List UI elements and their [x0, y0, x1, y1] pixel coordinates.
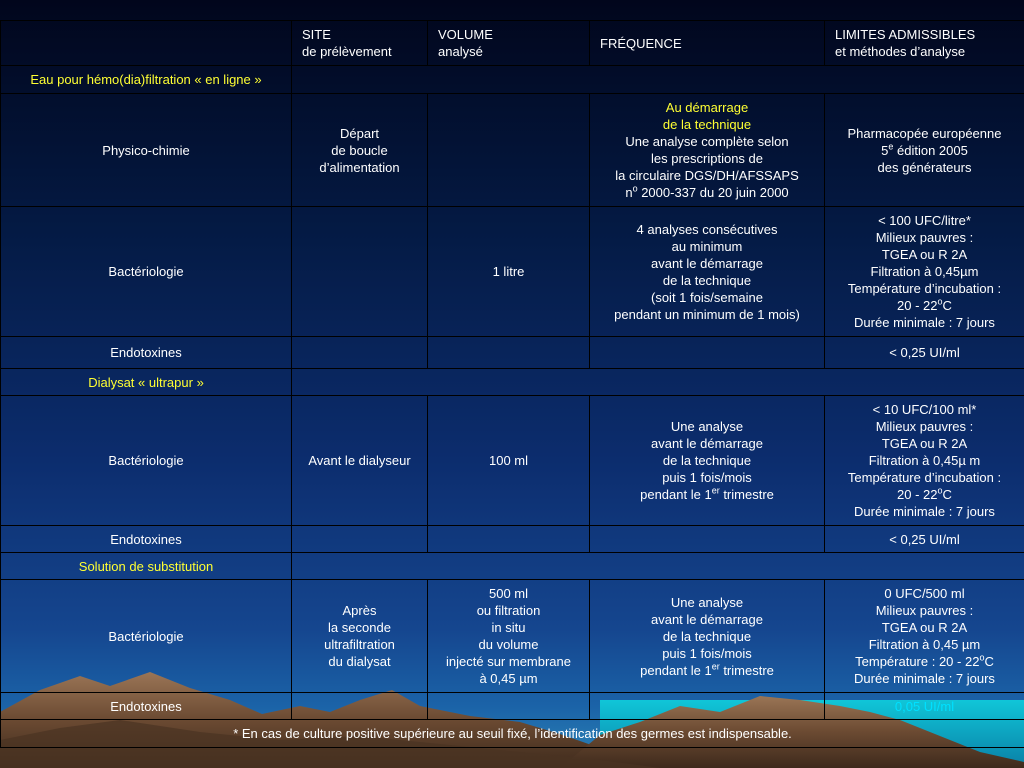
- volume-cell: [428, 693, 590, 720]
- site-line: du dialysat: [328, 654, 391, 669]
- frequency-line: de la technique: [662, 628, 752, 644]
- site-line: ultrafiltration: [324, 637, 395, 652]
- limits-line: [829, 653, 1020, 670]
- limits-line: Durée minimale : 7 jours: [854, 504, 995, 519]
- row-label: Bactériologie: [1, 396, 292, 526]
- site-line: Après: [342, 603, 377, 618]
- frequency-line: Une analyse: [670, 419, 744, 434]
- row-label: Bactériologie: [1, 207, 292, 337]
- frequency-line: pendant un minimum de 1 mois): [614, 306, 800, 322]
- limits-cell: [825, 94, 1024, 207]
- table-row-bacteriologie: [1, 396, 1024, 526]
- frequency-cell: [590, 207, 825, 337]
- header-limits-line1: LIMITES ADMISSIBLES: [835, 27, 976, 42]
- site-cell: [292, 207, 428, 337]
- volume-cell: [428, 94, 590, 207]
- frequency-line: la circulaire DGS/DH/AFSSAPS: [615, 168, 799, 183]
- water-quality-table: [0, 20, 1024, 748]
- limits-line: 0 UFC/500 ml: [884, 586, 965, 601]
- volume-cell: [428, 337, 590, 369]
- limits-line: Durée minimale : 7 jours: [854, 671, 995, 686]
- volume-cell: 1 litre: [428, 207, 590, 337]
- frequency-line: au minimum: [671, 238, 743, 254]
- section-empty-span: [292, 369, 1024, 396]
- frequency-line: [594, 184, 820, 201]
- site-cell: [292, 693, 428, 720]
- text-fragment: trimestre: [719, 662, 774, 678]
- site-line: la seconde: [328, 620, 391, 635]
- frequency-line: avant le démarrage: [650, 436, 763, 451]
- frequency-line: 4 analyses consécutives: [636, 221, 778, 237]
- frequency-line: [594, 662, 820, 679]
- text-fragment: pendant le 1: [640, 662, 712, 678]
- frequency-cell: [590, 396, 825, 526]
- limits-cell: 0,05 UI/ml: [825, 693, 1024, 720]
- row-label: Endotoxines: [1, 693, 292, 720]
- header-empty-cell: [1, 21, 292, 66]
- frequency-line: Une analyse complète selon: [625, 134, 789, 149]
- section-title-dialysat: Dialysat « ultrapur »: [1, 369, 292, 396]
- limits-line: < 100 UFC/litre*: [878, 213, 971, 228]
- site-line: Départ: [339, 125, 380, 141]
- limits-line: Durée minimale : 7 jours: [854, 315, 995, 330]
- row-label: Endotoxines: [1, 526, 292, 553]
- frequency-line: avant le démarrage: [650, 611, 763, 627]
- table-row-endotoxines: [1, 526, 1024, 553]
- limits-cell: [825, 396, 1024, 526]
- site-cell: [292, 337, 428, 369]
- section-row-substitution: [1, 553, 1024, 580]
- table-row-endotoxines: [1, 337, 1024, 369]
- limits-line: Milieux pauvres :: [875, 419, 974, 434]
- footnote: * En cas de culture positive supérieure au seuil fixé, l’identification des germes est indispensable.: [1, 720, 1024, 748]
- header-site-line1: SITE: [302, 27, 331, 42]
- frequency-line: [594, 486, 820, 503]
- frequency-line: (soit 1 fois/semaine: [651, 289, 763, 305]
- text-fragment: édition 2005: [893, 142, 968, 158]
- frequency-line: puis 1 fois/mois: [662, 645, 752, 661]
- frequency-line: de la technique: [662, 453, 752, 468]
- limits-line: < 10 UFC/100 ml*: [872, 402, 977, 417]
- footnote-row: [1, 720, 1024, 748]
- header-volume-line2: analysé: [438, 44, 483, 59]
- limits-line: [829, 297, 1020, 314]
- limits-line: Milieux pauvres :: [875, 230, 974, 245]
- superscript: er: [711, 661, 720, 672]
- text-fragment: C: [942, 298, 952, 313]
- superscript: er: [711, 485, 720, 496]
- text-fragment: 2000-337 du 20 juin 2000: [637, 185, 789, 200]
- limits-line: Température d’incubation :: [847, 470, 1002, 485]
- site-line: de boucle: [331, 142, 388, 158]
- text-fragment: C: [984, 654, 994, 669]
- volume-line: à 0,45 µm: [479, 671, 538, 686]
- header-limits: [825, 21, 1024, 66]
- text-fragment: C: [942, 487, 952, 502]
- superscript: e: [888, 141, 894, 152]
- site-line: d’alimentation: [319, 159, 400, 175]
- header-frequency: FRÉQUENCE: [590, 21, 825, 66]
- limits-cell: < 0,25 UI/ml: [825, 526, 1024, 553]
- limits-line: Filtration à 0,45µm: [870, 264, 979, 279]
- table-row-physico-chimie: [1, 94, 1024, 207]
- section-empty-span: [292, 66, 1024, 94]
- volume-cell: 100 ml: [428, 396, 590, 526]
- frequency-highlight-line: de la technique: [662, 117, 752, 132]
- volume-line: in situ: [491, 620, 526, 635]
- limits-line: Filtration à 0,45µ m: [868, 453, 981, 468]
- limits-line: [829, 142, 1020, 159]
- row-label: Bactériologie: [1, 580, 292, 693]
- volume-line: 500 ml: [488, 586, 529, 601]
- text-fragment: 20 - 22: [897, 487, 938, 502]
- frequency-line: les prescriptions de: [651, 151, 763, 166]
- row-label: Physico-chimie: [1, 94, 292, 207]
- frequency-line: avant le démarrage: [650, 255, 763, 271]
- table-row-bacteriologie: [1, 580, 1024, 693]
- volume-cell: [428, 526, 590, 553]
- table-row-bacteriologie: [1, 207, 1024, 337]
- limits-cell: [825, 580, 1024, 693]
- limits-cell: [825, 207, 1024, 337]
- frequency-line: de la technique: [662, 272, 752, 288]
- volume-line: ou filtration: [476, 603, 541, 618]
- limits-line: TGEA ou R 2A: [881, 436, 968, 451]
- limits-line: des générateurs: [877, 159, 972, 175]
- limits-line: Température d’incubation :: [847, 281, 1002, 296]
- limits-line: TGEA ou R 2A: [881, 247, 968, 262]
- table-row-endotoxines: [1, 693, 1024, 720]
- site-cell: [292, 580, 428, 693]
- limits-line: Pharmacopée européenne: [847, 125, 1002, 141]
- site-cell: Avant le dialyseur: [292, 396, 428, 526]
- section-row-online-water: [1, 66, 1024, 94]
- text-fragment: trimestre: [719, 487, 774, 502]
- limits-line: TGEA ou R 2A: [881, 620, 968, 635]
- text-fragment: 5: [881, 142, 889, 158]
- header-limits-line2: et méthodes d’analyse: [835, 44, 966, 59]
- section-title-online-water: Eau pour hémo(dia)filtration « en ligne »: [1, 66, 292, 94]
- text-fragment: 20 - 22: [897, 298, 938, 313]
- limits-line: Filtration à 0,45 µm: [868, 637, 981, 652]
- limits-line: Milieux pauvres :: [875, 603, 974, 618]
- superscript: o: [979, 652, 985, 663]
- volume-line: du volume: [478, 637, 539, 652]
- frequency-line: puis 1 fois/mois: [662, 470, 752, 485]
- site-cell: [292, 526, 428, 553]
- section-empty-span: [292, 553, 1024, 580]
- limits-line: [829, 486, 1020, 503]
- text-fragment: n: [625, 185, 633, 200]
- row-label: Endotoxines: [1, 337, 292, 369]
- limits-cell: < 0,25 UI/ml: [825, 337, 1024, 369]
- text-fragment: pendant le 1: [640, 487, 712, 502]
- header-site: [292, 21, 428, 66]
- frequency-cell: [590, 526, 825, 553]
- section-title-substitution: Solution de substitution: [1, 553, 292, 580]
- text-fragment: Température : 20 - 22: [855, 654, 980, 669]
- site-cell: [292, 94, 428, 207]
- superscript: o: [632, 183, 638, 194]
- superscript: o: [937, 296, 943, 307]
- frequency-line: Une analyse: [670, 594, 744, 610]
- section-row-dialysat: [1, 369, 1024, 396]
- superscript: o: [937, 485, 943, 496]
- header-site-line2: de prélèvement: [302, 44, 392, 59]
- frequency-cell: [590, 693, 825, 720]
- frequency-cell: [590, 580, 825, 693]
- frequency-cell: [590, 94, 825, 207]
- frequency-cell: [590, 337, 825, 369]
- volume-cell: [428, 580, 590, 693]
- header-volume: [428, 21, 590, 66]
- header-volume-line1: VOLUME: [438, 27, 493, 42]
- frequency-highlight-line: Au démarrage: [665, 100, 749, 115]
- table-header-row: [1, 21, 1024, 66]
- volume-line: injecté sur membrane: [446, 654, 571, 669]
